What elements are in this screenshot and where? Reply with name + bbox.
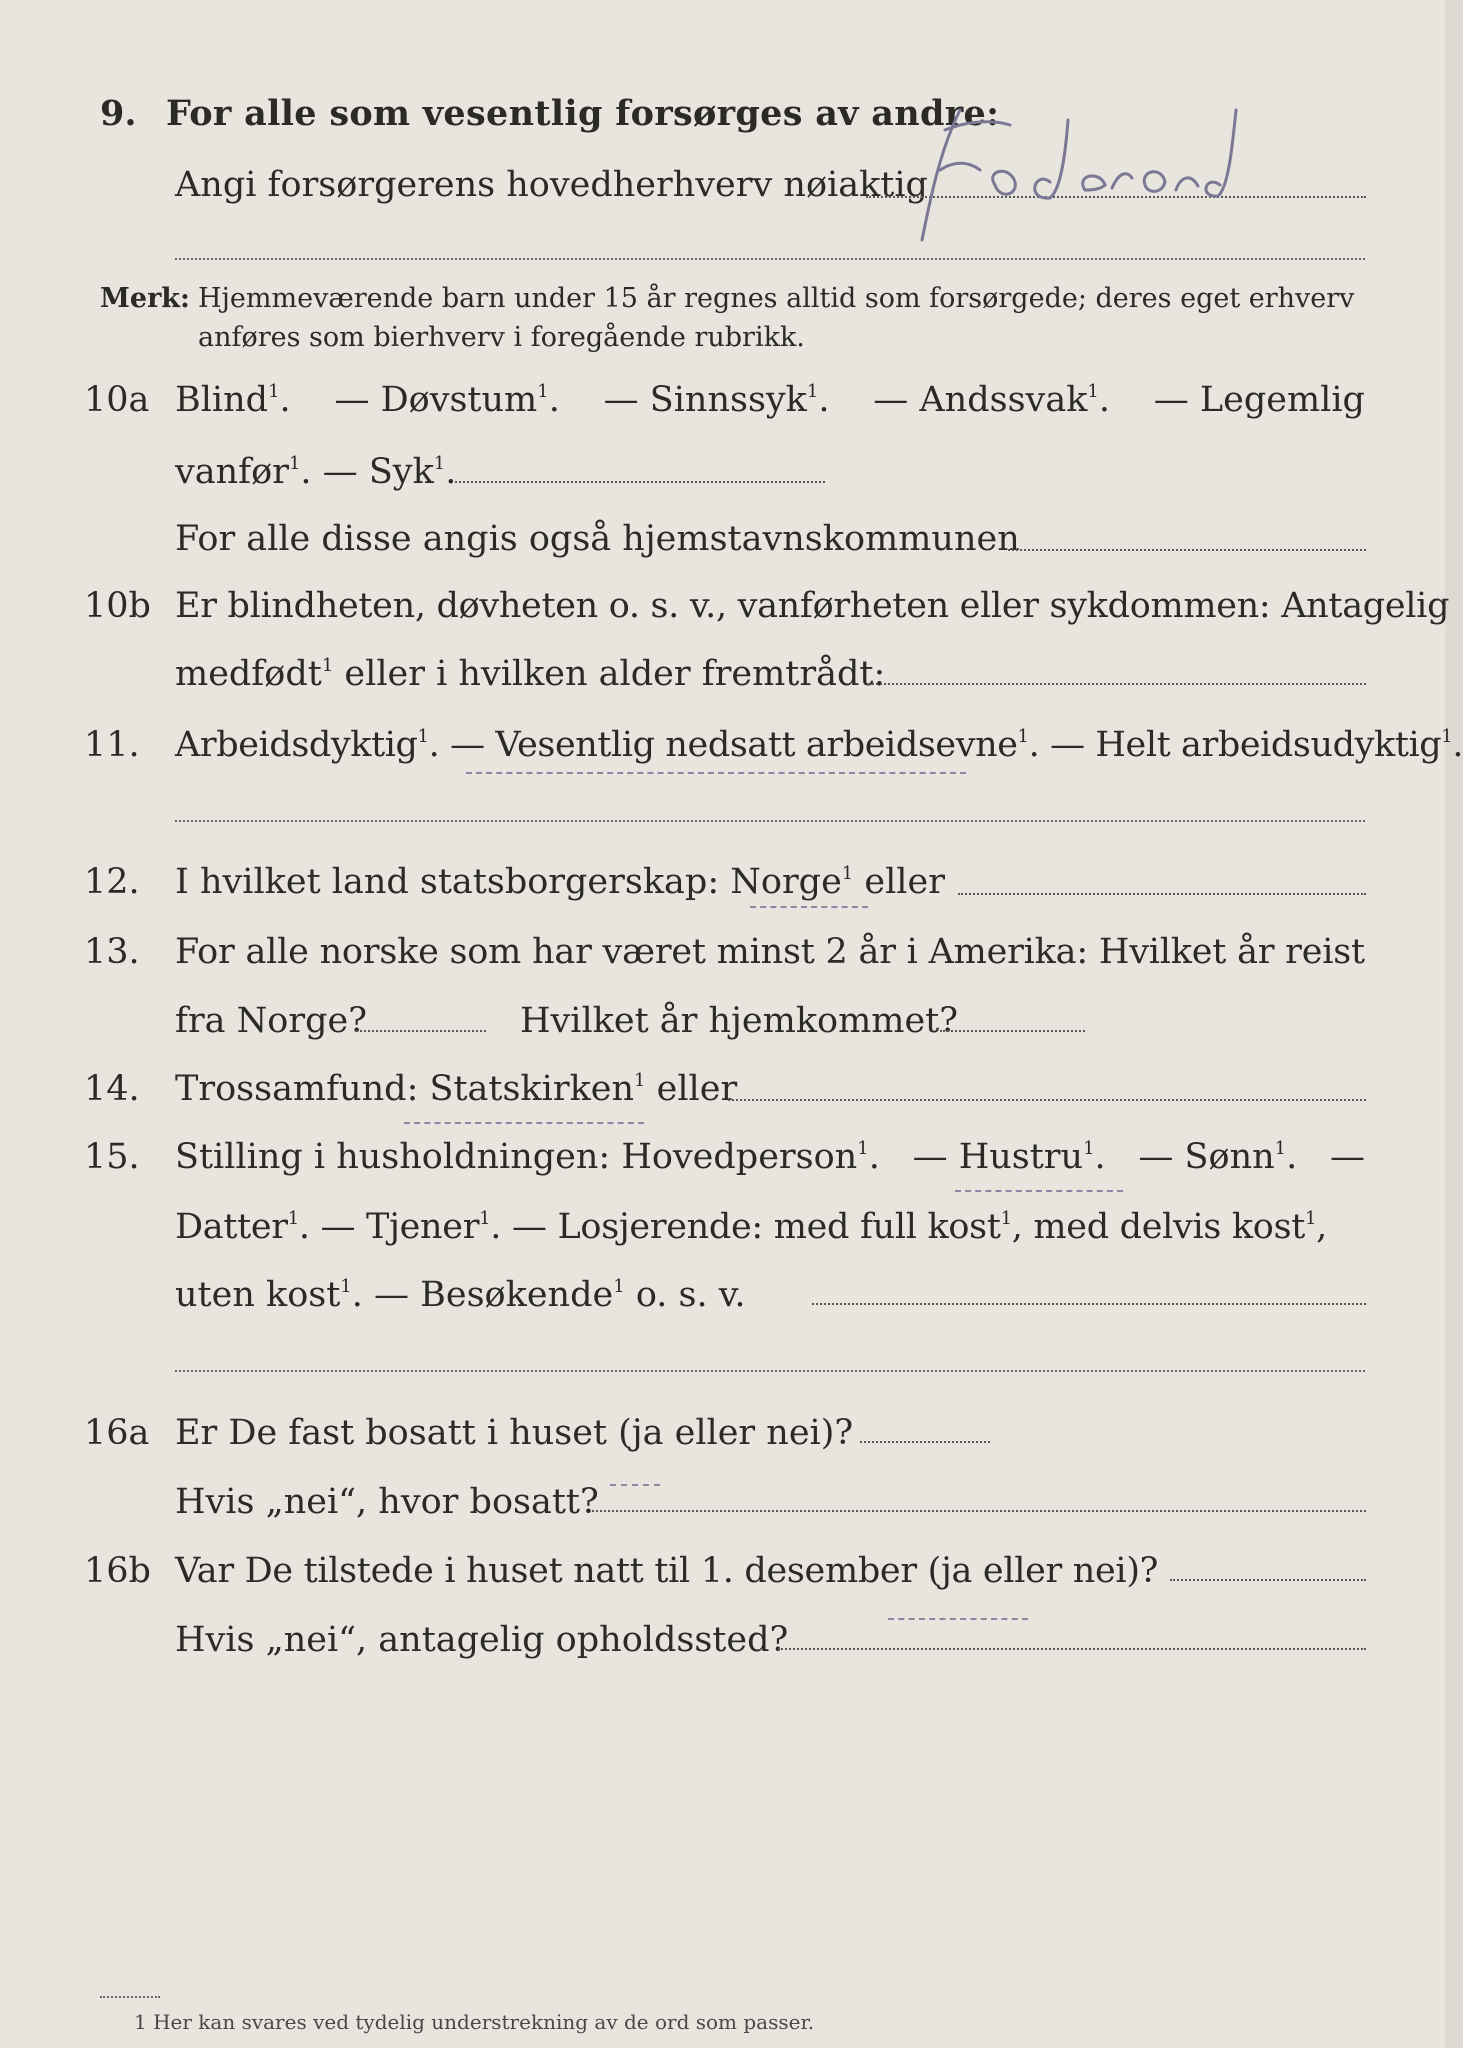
question-10a-line-1 [175,380,1365,420]
question-12-label: I hvilket land statsborgerskap: [175,862,720,902]
question-10a-line-3: For alle disse angis også hjemstavnskommunen [175,519,1020,559]
question-12-line [175,862,945,902]
question-10b-line-1: Er blindheten, døvheten o. s. v., vanførheten eller sykdommen: Antagelig [175,586,1450,626]
option-tjener[interactable]: — Tjener$^1$. [320,1207,502,1247]
option-syk[interactable]: — Syk$^1$. [322,452,457,492]
note-line-2: anføres som bierhverv i foregående rubrikk. [198,322,805,353]
separator-line [175,258,1365,260]
option-arbeidsudyktig[interactable]: — Helt arbeidsudyktig$^1$. [1050,725,1463,765]
pencil-underline [404,1122,644,1124]
answer-line[interactable] [868,683,1366,685]
question-10b-line-2 [175,654,886,694]
question-15-line-3 [175,1275,746,1315]
question-13-label-a: fra Norge? [175,1001,367,1041]
answer-line[interactable] [860,1441,990,1443]
option-hovedperson[interactable]: Stilling i husholdningen: Hovedperson$^1$. [175,1137,880,1177]
question-number: 16a [84,1413,150,1453]
option-datter[interactable]: Datter$^1$. [175,1207,310,1247]
question-13-line-1: For alle norske som har været minst 2 år i Amerika: Hvilket år reist [175,932,1365,972]
separator-line [175,1370,1365,1372]
question-number: 13. [84,932,140,972]
note-label: Merk: [100,283,190,314]
answer-line[interactable] [778,1648,1366,1650]
question-number: 12. [84,862,140,902]
pencil-mark [610,1484,660,1486]
question-14-line [175,1069,738,1109]
question-14-eller: eller [656,1069,738,1109]
question-13-label-b: Hvilket år hjemkommet? [520,1001,959,1041]
question-number: 14. [84,1069,140,1109]
question-12-eller: eller [864,862,945,902]
question-number: 10b [84,586,151,626]
question-number: 16b [84,1551,151,1591]
pencil-underline [750,906,868,908]
question-16a-line-1: Er De fast bosatt i huset (ja eller nei)? [175,1413,854,1453]
answer-line[interactable] [940,1030,1085,1032]
dash: — [1329,1137,1365,1177]
note-line-1: Hjemmeværende barn under 15 år regnes alltid som forsørgede; deres eget erhverv [198,283,1355,314]
option-medfodt[interactable]: medfødt$^1$ [175,654,334,694]
option-blind[interactable]: Blind$^1$. [175,380,291,420]
footnote [134,2010,814,2034]
question-16a-line-2: Hvis „nei“, hvor bosatt? [175,1482,599,1522]
answer-line[interactable] [356,1030,486,1032]
option-uten-kost[interactable]: uten kost$^1$. [175,1275,363,1315]
pencil-underline [466,772,966,774]
option-nedsatt-arbeidsevne[interactable]: — Vesentlig nedsatt arbeidsevne$^1$. [450,725,1040,765]
question-16b-line-1: Var De tilstede i huset natt til 1. desember (ja eller nei)? [175,1551,1159,1591]
handwritten-answer [900,90,1260,244]
question-15-line-1 [175,1137,1365,1177]
pencil-mark [888,1618,1028,1620]
answer-line[interactable] [1008,549,1366,551]
question-11-line [175,725,1463,765]
option-delvis-kost[interactable]: , med delvis kost$^1$ [1011,1207,1317,1247]
option-vanfor[interactable]: vanfør$^1$. [175,452,312,492]
answer-line[interactable] [455,481,825,483]
option-legemlig[interactable]: — Legemlig [1153,380,1365,420]
option-full-kost[interactable]: — Losjerende: med full kost$^1$ [511,1207,1012,1247]
question-number: 15. [84,1137,140,1177]
question-9-title: For alle som vesentlig forsørges av andre: [166,93,1000,134]
option-sonn[interactable]: — Sønn$^1$. [1138,1137,1298,1177]
option-andssvak[interactable]: — Andssvak$^1$. [873,380,1110,420]
handwriting-svg [900,90,1260,240]
question-15-line-2 [175,1207,1365,1247]
option-dovstum[interactable]: — Døvstum$^1$. [334,380,560,420]
comma: , [1316,1207,1327,1247]
question-14-label: Trossamfund: [175,1069,419,1109]
answer-line[interactable] [1170,1579,1366,1581]
option-arbeidsdyktig[interactable]: Arbeidsdyktig$^1$. [175,725,440,765]
pencil-underline [955,1190,1123,1192]
option-norge[interactable]: Norge$^1$ [730,862,854,902]
answer-line[interactable] [592,1510,1366,1512]
footnote-text: Her kan svares ved tydelig understrekning av de ord som passer. [153,2010,815,2034]
question-10a-line-2 [175,452,457,492]
answer-line[interactable] [812,1303,1366,1305]
option-besokende[interactable]: — Besøkende$^1$ [374,1275,625,1315]
question-10b-label: eller i hvilken alder fremtrådt: [344,654,886,694]
question-number: 11. [84,725,140,765]
footnote-mark: 1 [134,2010,147,2034]
question-number: 9. [100,93,137,134]
option-sinnssyk[interactable]: — Sinnssyk$^1$. [603,380,830,420]
separator-line [175,820,1365,822]
footnote-rule [100,1996,160,1998]
option-hustru[interactable]: — Hustru$^1$. [912,1137,1106,1177]
question-9-label: Angi forsørgerens hovedherhverv nøiaktig [175,165,928,205]
option-statskirken[interactable]: Statskirken$^1$ [429,1069,646,1109]
question-15-osv: o. s. v. [635,1275,746,1315]
question-16b-line-2: Hvis „nei“, antagelig opholdssted? [175,1620,789,1660]
answer-line[interactable] [958,893,1366,895]
answer-line[interactable] [728,1099,1366,1101]
question-number: 10a [84,380,150,420]
